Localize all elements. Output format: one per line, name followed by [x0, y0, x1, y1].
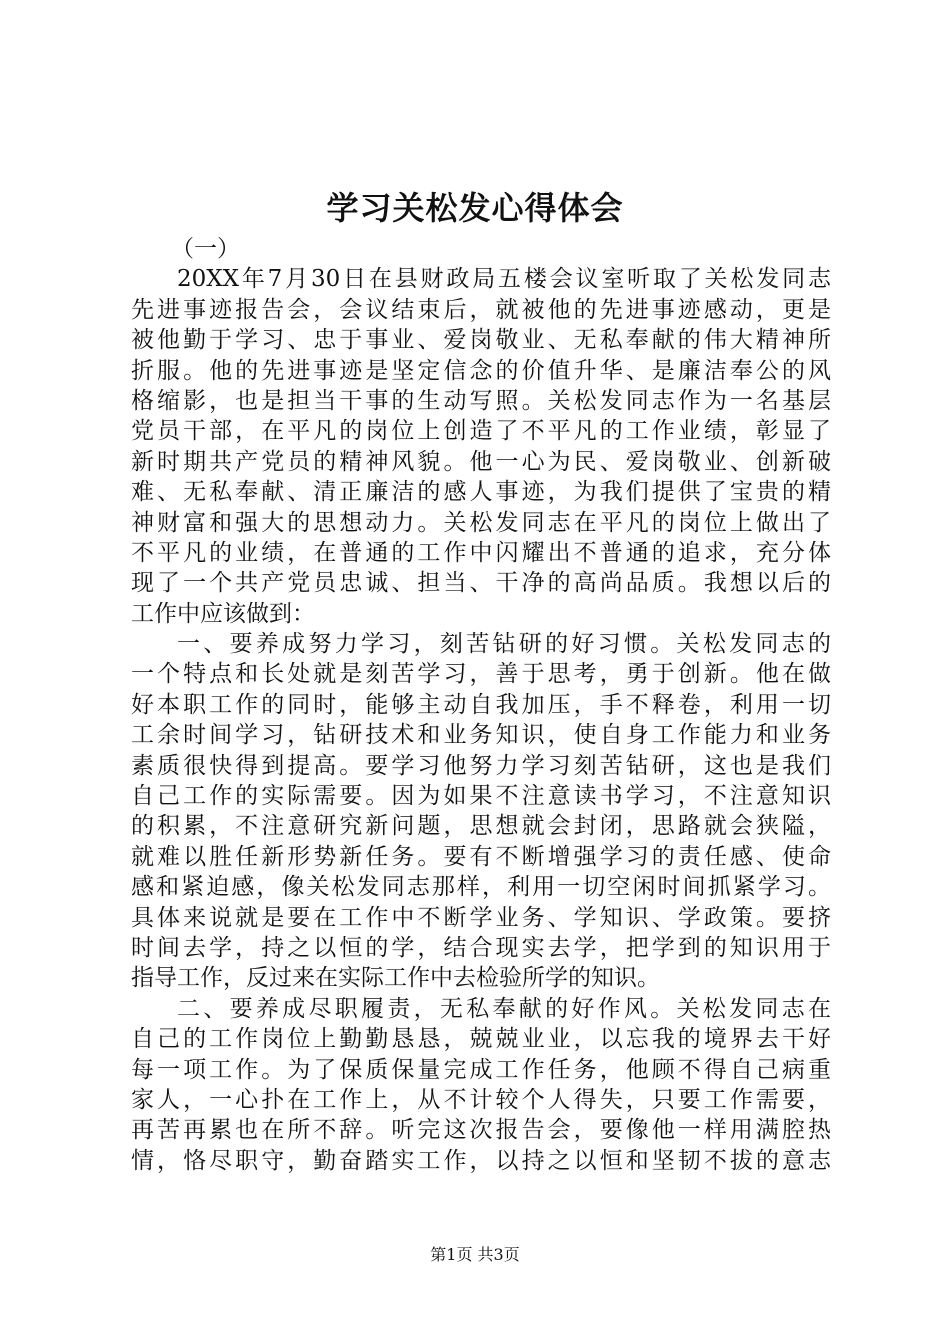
text-line: 的积累，不注意研究新问题，思想就会封闭，思路就会狭隘， — [131, 813, 831, 840]
text-line: 一个特点和长处就是刻苦学习，善于思考，勇于创新。他在做 — [131, 661, 831, 688]
page-number-footer: 第1页 共3页 — [430, 1245, 520, 1264]
text-line: （一） — [171, 236, 240, 262]
document-title: 学习关松发心得体会 — [326, 189, 624, 227]
text-line: 就难以胜任新形势新任务。要有不断增强学习的责任感、使命 — [131, 843, 831, 870]
text-line: 党员干部，在平凡的岗位上创造了不平凡的工作业绩，彰显了 — [131, 418, 831, 445]
text-line: 每一项工作。为了保质保量完成工作任务，他顾不得自己病重 — [131, 1056, 831, 1083]
text-line: 情，恪尽职守，勤奋踏实工作，以持之以恒和坚韧不拔的意志 — [131, 1147, 831, 1174]
text-line: 二、要养成尽职履责，无私奉献的好作风。关松发同志在 — [177, 995, 831, 1022]
text-line: 格缩影，也是担当干事的生动写照。关松发同志作为一名基层 — [131, 387, 831, 414]
text-line: 家人，一心扑在工作上，从不计较个人得失，只要工作需要， — [131, 1086, 831, 1113]
text-line: 工作中应该做到： — [131, 600, 315, 627]
text-line: 具体来说就是要在工作中不断学业务、学知识、学政策。要挤 — [131, 904, 831, 931]
text-line: 新时期共产党员的精神风貌。他一心为民、爱岗敬业、创新破 — [131, 448, 831, 475]
text-line: 不平凡的业绩，在普通的工作中闪耀出不普通的追求，充分体 — [131, 539, 831, 566]
text-line: 先进事迹报告会，会议结束后，就被他的先进事迹感动，更是 — [131, 296, 831, 323]
text-line: 感和紧迫感，像关松发同志那样，利用一切空闲时间抓紧学习。 — [131, 874, 831, 901]
text-line: 素质很快得到提高。要学习他努力学习刻苦钻研，这也是我们 — [131, 752, 831, 779]
text-line: 再苦再累也在所不辞。听完这次报告会，要像他一样用满腔热 — [131, 1117, 831, 1144]
text-line: 工余时间学习，钻研技术和业务知识，使自身工作能力和业务 — [131, 722, 831, 749]
text-line: 自己工作的实际需要。因为如果不注意读书学习，不注意知识 — [131, 783, 831, 810]
text-line: 现了一个共产党员忠诚、担当、干净的高尚品质。我想以后的 — [131, 570, 831, 597]
text-line: 时间去学，持之以恒的学，结合现实去学，把学到的知识用于 — [131, 934, 831, 961]
text-line: 难、无私奉献、清正廉洁的感人事迹，为我们提供了宝贵的精 — [131, 479, 831, 506]
text-line: 被他勤于学习、忠于事业、爱岗敬业、无私奉献的伟大精神所 — [131, 327, 831, 354]
text-line: 好本职工作的同时，能够主动自我加压，手不释卷，利用一切 — [131, 691, 831, 718]
text-line: 一、要养成努力学习，刻苦钻研的好习惯。关松发同志的 — [177, 631, 831, 658]
text-line: 20XX年7月30日在县财政局五楼会议室听取了关松发同志 — [177, 266, 831, 293]
text-line: 折服。他的先进事迹是坚定信念的价值升华、是廉洁奉公的风 — [131, 357, 831, 384]
text-line: 指导工作，反过来在实际工作中去检验所学的知识。 — [131, 965, 660, 992]
text-line: 自己的工作岗位上勤勤恳恳，兢兢业业，以忘我的境界去干好 — [131, 1026, 831, 1053]
text-line: 神财富和强大的思想动力。关松发同志在平凡的岗位上做出了 — [131, 509, 831, 536]
document-body — [131, 234, 831, 1176]
